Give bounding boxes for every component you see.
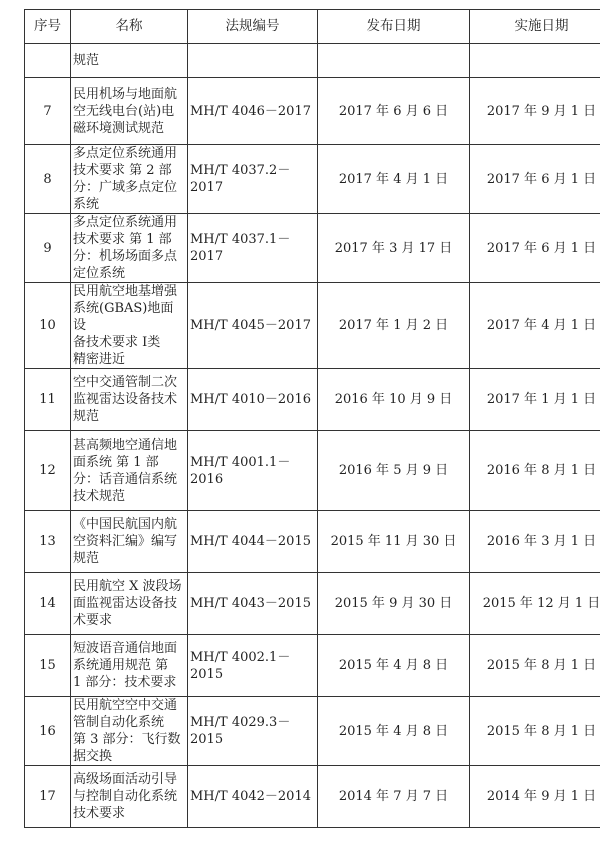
row-number: 17 (25, 766, 71, 828)
row-published-date: 2015 年 4 月 8 日 (318, 697, 470, 766)
row-name-line: 空资料汇编》编写 (73, 534, 178, 549)
row-name-line: 民用机场与地面航 (73, 86, 178, 102)
row-code: MH/T 4001.1－2016 (188, 431, 318, 511)
row-name-line: 面监视雷达设备技 (73, 596, 178, 611)
row-code (188, 44, 318, 78)
row-code: MH/T 4010－2016 (188, 369, 318, 431)
row-name-line: 分：机场场面多点 (73, 249, 178, 264)
row-published-date: 2017 年 3 月 17 日 (318, 214, 470, 283)
row-name-line: 技术规范 (73, 488, 126, 504)
table-row (25, 145, 600, 214)
row-effective-date: 2017 年 6 月 1 日 (470, 214, 600, 283)
header-name: 名称 (71, 10, 188, 44)
header-no: 序号 (25, 10, 71, 44)
header-code: 法规编号 (188, 10, 318, 44)
row-code: MH/T 4042－2014 (188, 766, 318, 828)
row-code: MH/T 4029.3－2015 (188, 697, 318, 766)
row-name-line: 1 部分：技术要求 (73, 675, 177, 690)
row-name (71, 78, 188, 145)
row-name-line: 系统(GBAS)地面设 (73, 301, 174, 333)
row-name-line: 《中国民航国内航 (73, 517, 178, 532)
row-code: MH/T 4002.1－2015 (188, 635, 318, 697)
row-published-date: 2015 年 9 月 30 日 (318, 573, 470, 635)
row-published-date: 2016 年 5 月 9 日 (318, 431, 470, 511)
row-published-date (318, 44, 470, 78)
table-row (25, 511, 600, 573)
row-name-line: 精密进近 (73, 352, 126, 367)
row-number: 9 (25, 214, 71, 283)
row-number: 16 (25, 697, 71, 766)
row-published-date: 2017 年 6 月 6 日 (318, 78, 470, 145)
table-row (25, 369, 600, 431)
row-name-line: 备技术要求 Ⅰ类 (73, 335, 161, 350)
row-name-line: 短波语音通信地面 (73, 641, 178, 656)
row-name-line: 多点定位系统通用 (73, 215, 178, 230)
row-name (71, 766, 188, 828)
row-name-line: 高级场面活动引导 (73, 772, 178, 787)
table-row (25, 44, 600, 78)
regulations-table (24, 9, 600, 828)
row-name (71, 283, 188, 369)
header-row (25, 10, 600, 44)
row-name-line: 技术要求 (73, 806, 126, 821)
row-effective-date: 2014 年 9 月 1 日 (470, 766, 600, 828)
row-name (71, 511, 188, 573)
row-number: 14 (25, 573, 71, 635)
table-row (25, 431, 600, 511)
row-number: 13 (25, 511, 71, 573)
row-name (71, 573, 188, 635)
row-name-line: 技术要求 第 1 部 (73, 232, 172, 247)
row-name-line: 磁环境测试规范 (73, 120, 165, 136)
row-number: 15 (25, 635, 71, 697)
row-name (71, 431, 188, 511)
row-number: 7 (25, 78, 71, 145)
row-name-line: 分：话音通信系统 (73, 471, 178, 487)
row-name (71, 369, 188, 431)
row-name (71, 145, 188, 214)
row-number: 10 (25, 283, 71, 369)
row-published-date: 2014 年 7 月 7 日 (318, 766, 470, 828)
row-number (25, 44, 71, 78)
row-number: 12 (25, 431, 71, 511)
row-effective-date: 2016 年 8 月 1 日 (470, 431, 600, 511)
row-published-date: 2015 年 11 月 30 日 (318, 511, 470, 573)
row-number: 8 (25, 145, 71, 214)
row-name-line: 管制自动化系统 (73, 715, 165, 730)
row-name-line: 空中交通管制二次 (73, 375, 178, 390)
row-name (71, 697, 188, 766)
row-name-line: 规范 (73, 551, 100, 566)
row-effective-date: 2016 年 3 月 1 日 (470, 511, 600, 573)
row-published-date: 2017 年 4 月 1 日 (318, 145, 470, 214)
row-name (71, 214, 188, 283)
row-name-line: 规范 (73, 409, 100, 424)
row-name-line: 监视雷达设备技术 (73, 392, 178, 407)
table-row (25, 78, 600, 145)
row-name-line: 规范 (73, 53, 100, 68)
row-code: MH/T 4044－2015 (188, 511, 318, 573)
row-name-line: 第 3 部分：飞行数 (73, 732, 181, 747)
row-published-date: 2017 年 1 月 2 日 (318, 283, 470, 369)
row-code: MH/T 4046－2017 (188, 78, 318, 145)
row-number: 11 (25, 369, 71, 431)
row-name (71, 635, 188, 697)
table-row (25, 214, 600, 283)
row-name-line: 技术要求 第 2 部 (73, 163, 172, 178)
row-name-line: 与控制自动化系统 (73, 789, 178, 804)
row-effective-date: 2015 年 12 月 1 日 (470, 573, 600, 635)
row-code: MH/T 4045－2017 (188, 283, 318, 369)
row-effective-date (470, 44, 600, 78)
header-effective: 实施日期 (470, 10, 600, 44)
row-name-line: 甚高频地空通信地 (73, 437, 178, 453)
row-effective-date: 2015 年 8 月 1 日 (470, 635, 600, 697)
row-name-line: 面系统 第 1 部 (73, 454, 159, 470)
row-name-line: 系统 (73, 197, 100, 212)
row-effective-date: 2017 年 1 月 1 日 (470, 369, 600, 431)
table-row (25, 573, 600, 635)
table-row (25, 283, 600, 369)
row-effective-date: 2015 年 8 月 1 日 (470, 697, 600, 766)
table-body (25, 44, 600, 828)
row-published-date: 2015 年 4 月 8 日 (318, 635, 470, 697)
row-name-line: 分：广域多点定位 (73, 180, 178, 195)
row-name-line: 空无线电台(站)电 (73, 103, 175, 119)
row-code: MH/T 4037.2－2017 (188, 145, 318, 214)
table-row (25, 766, 600, 828)
row-name-line: 定位系统 (73, 266, 126, 281)
row-name (71, 44, 188, 78)
row-code: MH/T 4037.1－2017 (188, 214, 318, 283)
row-name-line: 民用航空地基增强 (73, 284, 178, 299)
row-name-line: 系统通用规范 第 (73, 658, 169, 673)
row-published-date: 2016 年 10 月 9 日 (318, 369, 470, 431)
row-name-line: 多点定位系统通用 (73, 146, 178, 161)
row-name-line: 民用航空 X 波段场 (73, 579, 182, 594)
row-code: MH/T 4043－2015 (188, 573, 318, 635)
row-effective-date: 2017 年 6 月 1 日 (470, 145, 600, 214)
row-name-line: 据交换 (73, 749, 113, 764)
header-published: 发布日期 (318, 10, 470, 44)
table-row (25, 635, 600, 697)
row-effective-date: 2017 年 9 月 1 日 (470, 78, 600, 145)
row-name-line: 民用航空空中交通 (73, 698, 178, 713)
row-effective-date: 2017 年 4 月 1 日 (470, 283, 600, 369)
table-row (25, 697, 600, 766)
row-name-line: 术要求 (73, 613, 113, 628)
